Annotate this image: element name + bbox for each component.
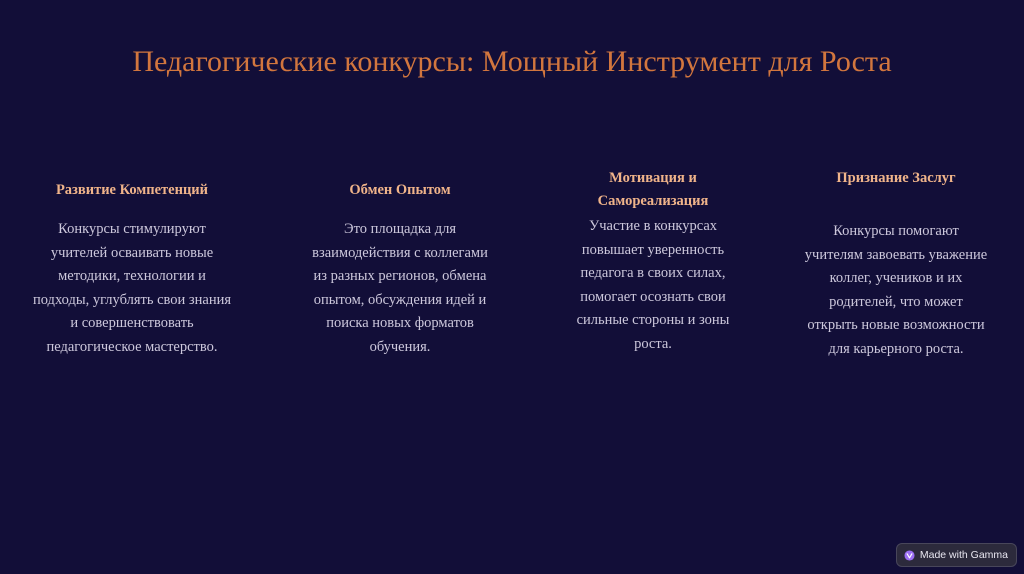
text-line: из разных регионов, обмена	[313, 268, 487, 284]
text-line: педагогическое мастерство.	[46, 338, 218, 355]
text-line: Участие в конкурсах	[588, 218, 717, 234]
heading-line: Мотивация и	[609, 170, 697, 186]
text-line: и совершенствовать	[70, 315, 194, 331]
text-line: открыть новые возможности	[807, 317, 985, 333]
text-line: Конкурсы помогают	[833, 223, 959, 239]
text-line: коллег, учеников и их	[829, 270, 963, 286]
made-with-gamma-badge[interactable]	[896, 543, 1017, 567]
feature-column-experience-exchange	[285, 179, 515, 359]
gamma-logo-icon	[904, 550, 915, 561]
text-line: помогает осознать свои	[580, 288, 726, 305]
column-heading: Обмен Опытом	[349, 182, 451, 198]
text-line: для карьерного роста.	[828, 340, 964, 357]
text-line: опытом, обсуждения идей и	[313, 291, 487, 308]
heading-line: Самореализация	[597, 193, 709, 209]
slide-title: Педагогические конкурсы: Мощный Инструмент для Роста	[132, 45, 892, 78]
column-text	[285, 218, 515, 359]
text-line: педагога в своих силах,	[580, 265, 726, 281]
text-line: поиска новых форматов	[326, 315, 474, 331]
badge-label: Made with Gamma	[919, 549, 1008, 561]
text-line: подходы, углублять свои знания	[32, 291, 232, 308]
text-line: взаимодействия с коллегами	[312, 244, 488, 261]
column-text	[781, 220, 1011, 361]
column-heading: Развитие Компетенций	[55, 182, 209, 198]
column-text	[17, 218, 247, 359]
text-line: учителей осваивать новые	[50, 244, 214, 261]
text-line: методики, технологии и	[58, 268, 206, 284]
text-line: обучения.	[369, 338, 431, 355]
text-line: Это площадка для	[344, 221, 456, 237]
text-line: роста.	[634, 335, 672, 352]
feature-column-motivation	[538, 167, 768, 356]
text-line: Конкурсы стимулируют	[58, 221, 206, 237]
feature-column-competencies	[17, 179, 247, 359]
text-line: родителей, что может	[829, 293, 963, 310]
text-line: повышает уверенность	[581, 241, 725, 258]
text-line: сильные стороны и зоны	[576, 312, 730, 328]
text-line: учителям завоевать уважение	[804, 246, 988, 263]
feature-column-recognition	[781, 167, 1011, 361]
column-heading: Признание Заслуг	[836, 170, 956, 186]
column-heading	[538, 167, 768, 213]
column-text	[538, 215, 768, 356]
